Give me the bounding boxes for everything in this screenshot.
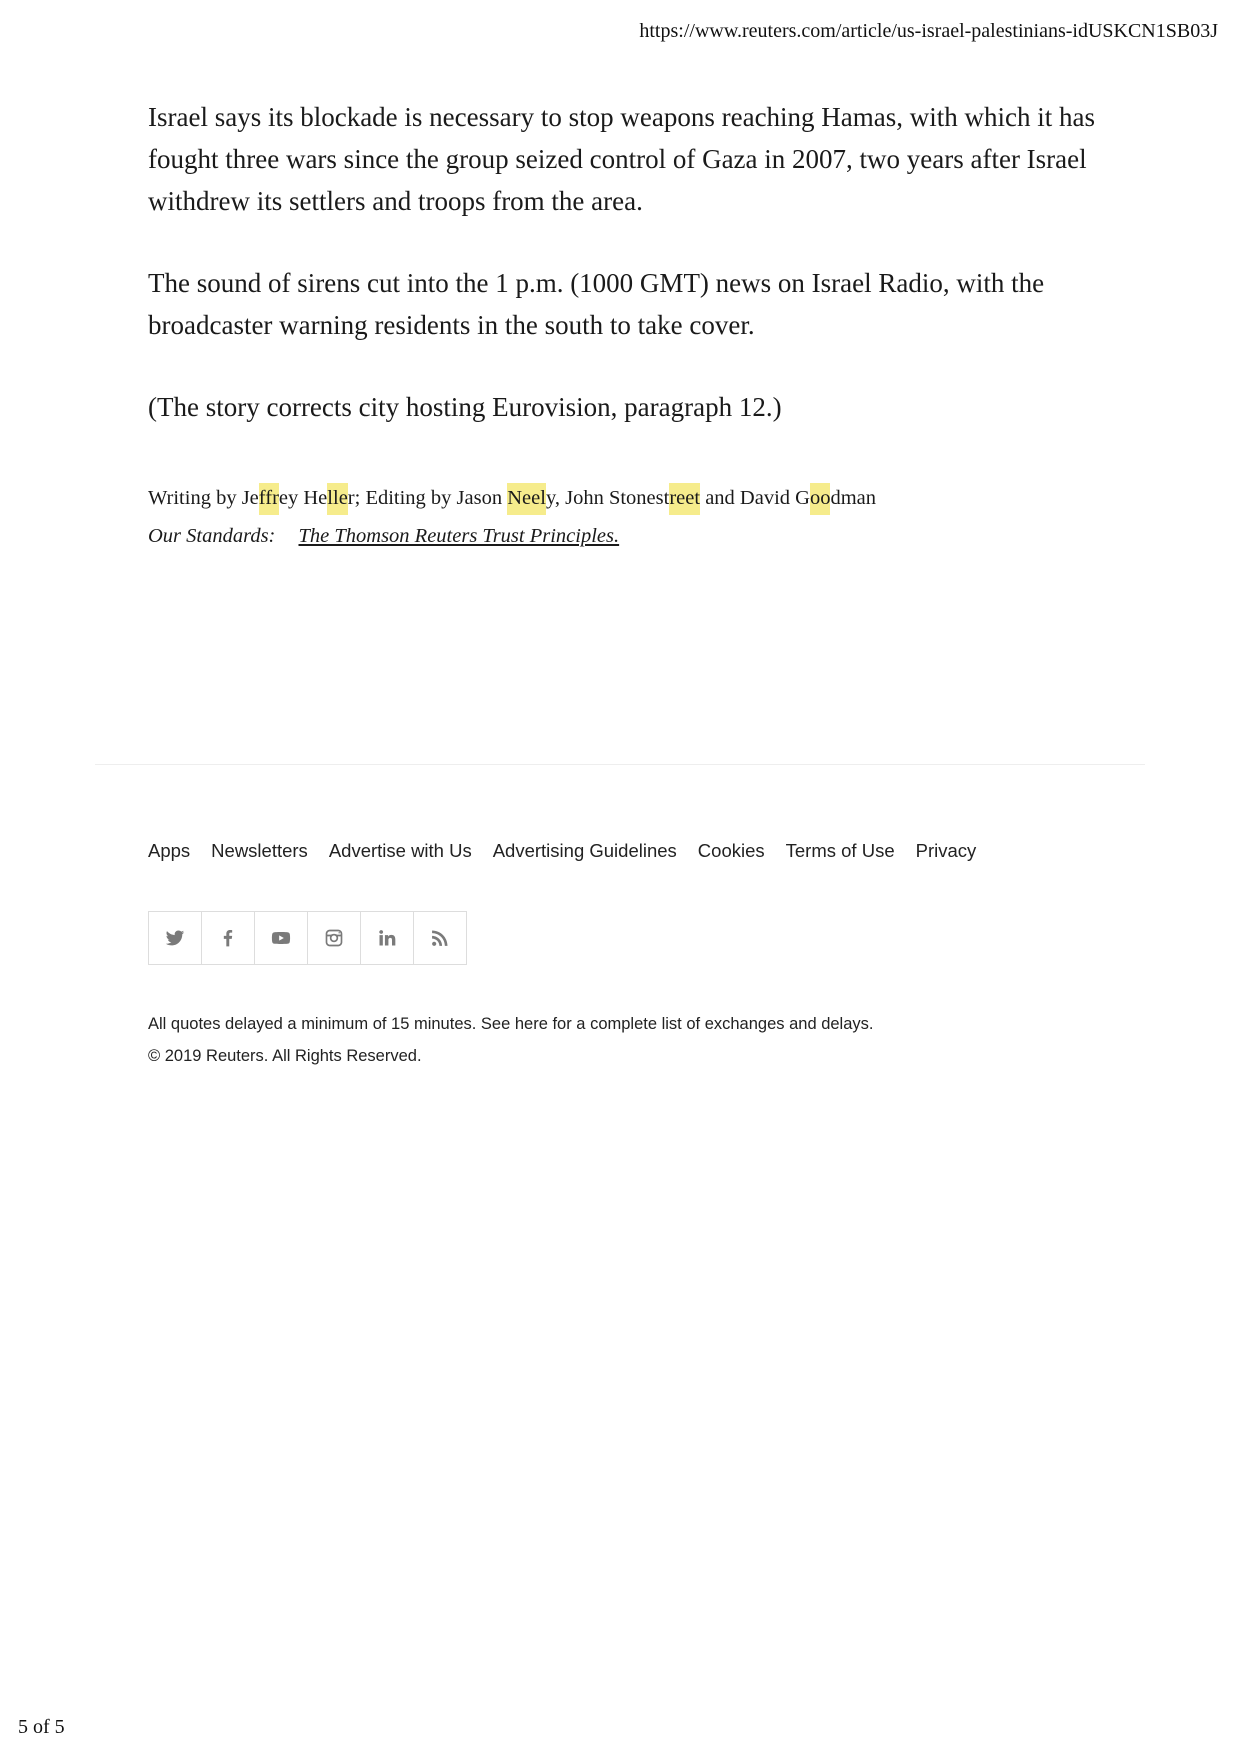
byline-highlight: oo [810,483,831,515]
standards-line [148,522,1108,550]
twitter-icon [165,928,185,948]
rss-icon [430,928,450,948]
article-body [148,96,1108,550]
byline-highlight: reet [669,483,700,515]
instagram-button[interactable] [308,912,361,964]
facebook-icon [218,928,238,948]
byline-text: dman [830,487,876,509]
facebook-button[interactable] [202,912,255,964]
social-icons [148,911,467,965]
footer-link-terms[interactable]: Terms of Use [785,840,895,861]
footer-link-cookies[interactable]: Cookies [697,840,765,861]
footer-disclaimer [148,1008,873,1072]
page-number: 5 of 5 [18,1716,65,1738]
twitter-button[interactable] [149,912,202,964]
footer-link-newsletters[interactable]: Newsletters [211,840,308,861]
footer-link-apps[interactable]: Apps [148,840,191,861]
byline-text: y, John Stonest [545,487,670,509]
footer-link-advertise[interactable]: Advertise with Us [328,840,472,861]
quotes-delay-notice: All quotes delayed a minimum of 15 minutes. See here for a complete list of exchanges and delays. [148,1015,874,1033]
standards-label: Our Standards: [148,525,276,547]
footer-links [148,840,976,862]
trust-principles-link[interactable]: The Thomson Reuters Trust Principles. [298,525,620,547]
linkedin-icon [377,928,397,948]
article-paragraph-1: Israel says its blockade is necessary to stop weapons reaching Hamas, with which it has fought three wars since the group seized control of Gaza in 2007, two years after Israel withdrew its settlers and troops from the area. [148,102,1096,216]
article-paragraph-2: The sound of sirens cut into the 1 p.m. (1000 GMT) news on Israel Radio, with the broadcaster warning residents in the south to take cover. [148,268,1045,340]
byline-text: and David G [700,487,810,509]
byline-highlight: Neel [507,483,546,515]
footer-divider [95,764,1145,765]
byline-text: Writing by Je [148,487,259,509]
byline-text: ey He [278,487,328,509]
rss-button[interactable] [414,912,466,964]
footer-link-privacy[interactable]: Privacy [915,840,977,861]
article-paragraph-3: (The story corrects city hosting Eurovision, paragraph 12.) [148,392,782,422]
byline [148,484,1108,512]
youtube-button[interactable] [255,912,308,964]
page-url: https://www.reuters.com/article/us-israel-palestinians-idUSKCN1SB03J [639,20,1218,42]
copyright-text: © 2019 Reuters. All Rights Reserved. [148,1047,422,1065]
byline-highlight: lle [327,483,348,515]
footer-link-advertising-guidelines[interactable]: Advertising Guidelines [492,840,677,861]
byline-highlight: ffr [259,483,279,515]
instagram-icon [324,928,344,948]
linkedin-button[interactable] [361,912,414,964]
byline-text: r; Editing by Jason [347,487,508,509]
youtube-icon [271,928,291,948]
